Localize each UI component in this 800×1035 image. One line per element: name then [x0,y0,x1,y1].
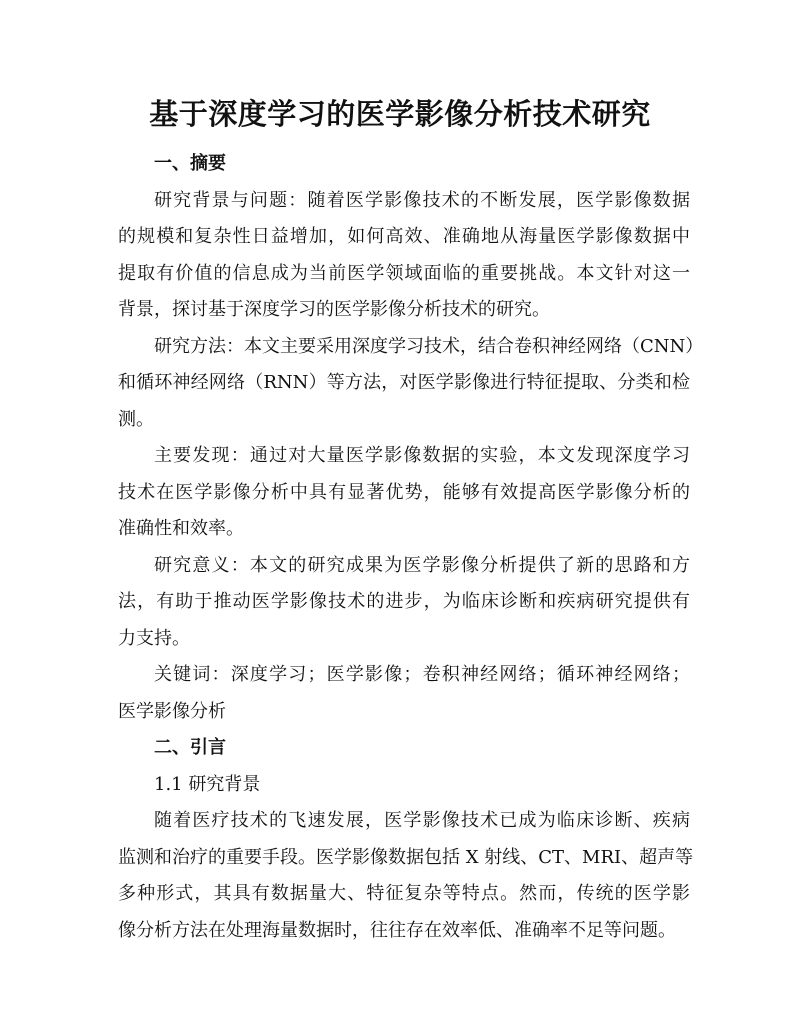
subsection-title: 1.1 研究背景 [154,773,261,795]
paragraph-line: 监测和治疗的重要手段。医学影像数据包括 X 射线、CT、MRI、超声等 [118,846,694,868]
paragraph-line: 主要发现：通过对大量医学影像数据的实验，本文发现深度学习 [154,445,690,466]
paragraph-line: 背景，探讨基于深度学习的医学影像分析技术的研究。 [118,299,550,320]
paragraph-line: 像分析方法在处理海量数据时，往往存在效率低、准确率不足等问题。 [118,919,676,941]
paragraph-line: 多种形式，其具有数据量大、特征复杂等特点。然而，传统的医学影 [118,883,690,904]
paragraph-line: 技术在医学影像分析中具有显著优势，能够有效提高医学影像分析的 [118,481,690,503]
paragraph-line: 关键词：深度学习；医学影像；卷积神经网络；循环神经网络； [154,664,690,685]
paragraph-line: 和循环神经网络（RNN）等方法，对医学影像进行特征提取、分类和检 [118,372,690,393]
document-body [118,146,704,949]
paragraph-line: 研究方法：本文主要采用深度学习技术，结合卷积神经网络（CNN） [154,335,704,357]
abstract-background-paragraph [118,183,690,329]
abstract-significance-paragraph [118,548,690,658]
paragraph-line: 力支持。 [118,627,190,649]
paragraph-line: 准确性和效率。 [118,518,244,539]
paragraph-line: 测。 [118,408,154,430]
paragraph-line: 法，有助于推动医学影像技术的进步，为临床诊断和疾病研究提供有 [118,591,690,612]
document-title: 基于深度学习的医学影像分析技术研究 [149,97,651,131]
paragraph-line: 研究背景与问题：随着医学影像技术的不断发展，医学影像数据 [154,189,690,211]
abstract-heading: 一、摘要 [154,153,226,174]
introduction-paragraph [118,803,694,949]
abstract-keywords-paragraph [118,657,690,730]
paragraph-line: 提取有价值的信息成为当前医学领域面临的重要挑战。本文针对这一 [118,262,690,284]
abstract-findings-paragraph [118,438,690,548]
introduction-heading: 二、引言 [154,737,226,758]
paragraph-line: 医学影像分析 [118,700,226,722]
paragraph-line: 的规模和复杂性日益增加，如何高效、准确地从海量医学影像数据中 [118,226,690,247]
paragraph-line: 随着医疗技术的飞速发展，医学影像技术已成为临床诊断、疾病 [154,810,690,831]
abstract-methods-paragraph [118,329,704,439]
paragraph-line: 研究意义：本文的研究成果为医学影像分析提供了新的思路和方 [154,554,690,576]
